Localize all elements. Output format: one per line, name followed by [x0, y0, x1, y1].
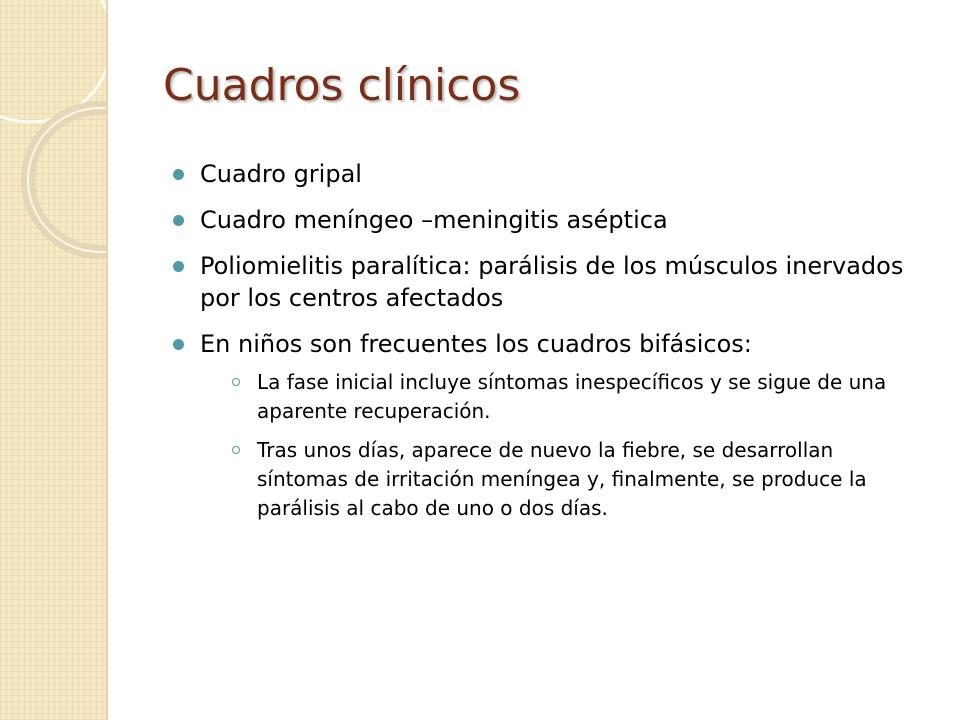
bullet-dot-icon	[173, 261, 184, 272]
bullet-text: Cuadro gripal	[200, 160, 362, 188]
bullet-dot-icon	[173, 215, 184, 226]
bullet-dot-icon	[173, 339, 184, 350]
sub-bullet-item	[200, 436, 920, 523]
bullet-item	[170, 204, 920, 236]
sub-bullet-item	[200, 368, 920, 426]
bullet-ring-icon	[232, 446, 240, 454]
sub-bullet-text: La fase inicial incluye síntomas inespecíficos y se sigue de una aparente recuperación.	[257, 370, 887, 423]
bullet-item	[170, 328, 920, 523]
bullet-ring-icon	[232, 378, 240, 386]
bullet-text: En niños son frecuentes los cuadros bifásicos:	[200, 330, 752, 358]
bullet-item	[170, 250, 920, 314]
bullet-list	[170, 158, 920, 523]
decorative-side-panel	[0, 0, 108, 720]
bullet-text: Cuadro meníngeo –meningitis aséptica	[200, 206, 668, 234]
bullet-item	[170, 158, 920, 190]
sub-bullet-text: Tras unos días, aparece de nuevo la fiebre, se desarrollan síntomas de irritación meníngea y, finalmente, se produce la parálisis al cabo de uno o dos días.	[257, 438, 867, 520]
slide-title: Cuadros clínicos	[163, 60, 521, 111]
decorative-circles	[0, 0, 106, 720]
slide-content	[170, 158, 920, 537]
bullet-text: Poliomielitis paralítica: parálisis de los músculos inervados por los centros afectados	[200, 252, 904, 312]
bullet-dot-icon	[173, 169, 184, 180]
sub-bullet-list	[200, 368, 920, 523]
